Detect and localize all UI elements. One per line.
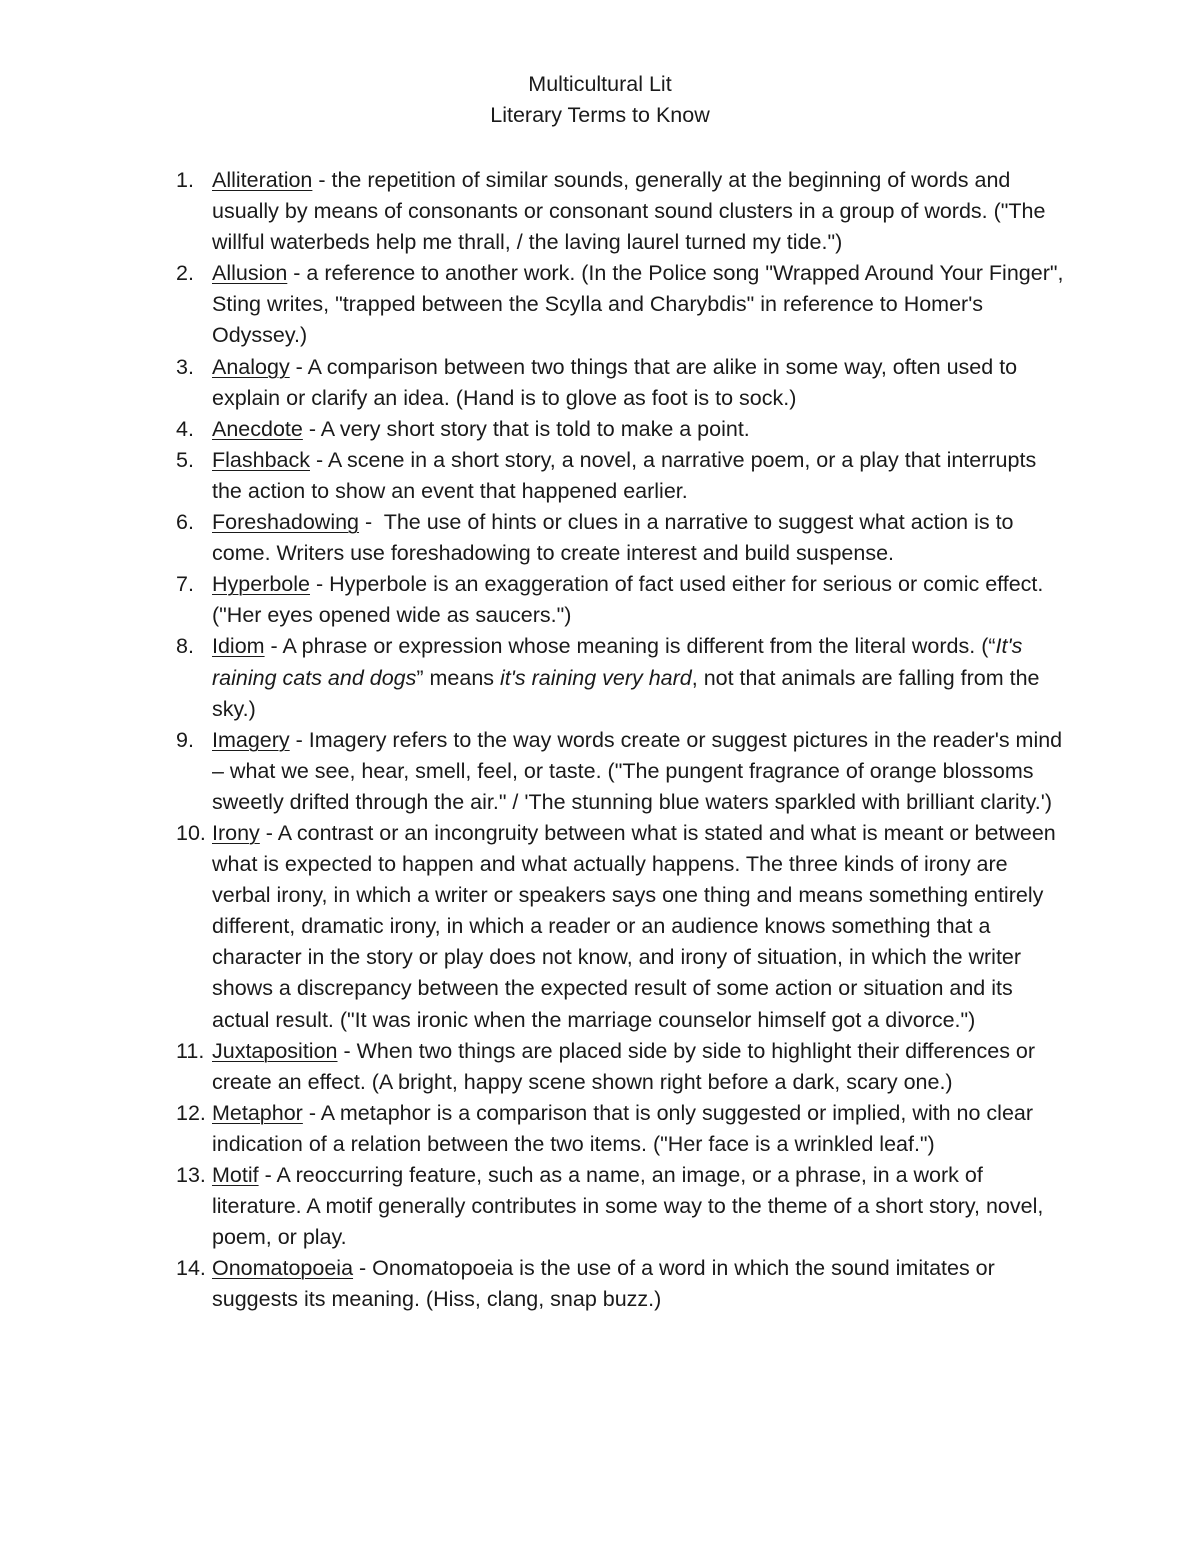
term-number: 1. (176, 168, 194, 192)
term-definition: - A contrast or an incongruity between what is stated and what is meant or between what is expected to happen and what actually happens. The three kinds of irony are verbal irony, in which a writer or speakers says one thing and means something entirely different, dramatic irony, in which a reader or an audience knows something that a character in the story or play does not know, and irony of situation, in which the writer shows a discrepancy between the expected result of some action or situation and its actual result. ("It was ironic when the marriage counselor himself got a divorce.") (212, 820, 1056, 1032)
term-definition-continued: ” means (416, 665, 501, 690)
term-definition: - Onomatopoeia is the use of a word in which the sound imitates or suggests its meaning. (Hiss, clang, snap buzz.) (212, 1256, 995, 1312)
term-name: Allusion (212, 261, 288, 286)
term-definition: - A phrase or expression whose meaning is different from the literal words. (“ (264, 634, 996, 659)
term-number: 2. (176, 261, 194, 286)
term-juxtaposition (0, 1036, 1070, 1098)
term-number: 6. (176, 510, 194, 535)
term-number: 13. (176, 1163, 206, 1187)
term-number: 11. (176, 1038, 205, 1063)
term-definition: - A metaphor is a comparison that is only suggested or implied, with no clear indication of a relation between the two items. ("Her face is a wrinkled leaf.") (212, 1100, 1034, 1156)
term-name: Imagery (212, 727, 290, 752)
term-flashback (0, 445, 1070, 507)
term-definition: - A scene in a short story, a novel, a narrative poem, or a play that interrupts the action to show an event that happened earlier. (212, 447, 1037, 503)
term-anecdote (0, 414, 1070, 445)
term-motif (0, 1160, 1070, 1253)
term-definition: - The use of hints or clues in a narrative to suggest what action is to come. Writers use foreshadowing to create interest and build suspense. (212, 510, 1020, 566)
term-definition: - the repetition of similar sounds, generally at the beginning of words and usually by means of consonants or consonant sound clusters in a group of words. ("The willful waterbeds help me thrall, / the laving laurel turned my tide.") (212, 168, 1046, 255)
term-name: Juxtaposition (212, 1038, 338, 1063)
term-name: Alliteration (212, 168, 313, 192)
term-definition-end: , not that animals are falling from the sky.) (212, 665, 1040, 721)
idiom-example: It's raining cats and dogs (212, 634, 1023, 690)
term-alliteration (0, 165, 1070, 258)
term-number: 8. (176, 634, 194, 659)
term-name: Analogy (212, 354, 290, 379)
literary-terms-list (0, 165, 1200, 1315)
term-name: Idiom (212, 634, 265, 659)
term-metaphor (0, 1098, 1070, 1160)
term-irony (0, 818, 1070, 1036)
term-name: Motif (212, 1163, 259, 1187)
document-subtitle: Literary Terms to Know (490, 103, 710, 127)
course-title: Multicultural Lit (528, 72, 672, 96)
term-number: 14. (176, 1256, 206, 1281)
idiom-meaning: it's raining very hard (500, 665, 692, 690)
document-header (0, 69, 1200, 131)
term-number: 3. (176, 354, 194, 379)
term-idiom (0, 631, 1070, 724)
term-name: Irony (212, 820, 260, 845)
term-definition: - When two things are placed side by side to highlight their differences or create an effect. (A bright, happy scene shown right before a dark, scary one.) (212, 1038, 1036, 1094)
term-onomatopoeia (0, 1253, 1070, 1315)
term-definition: - A reoccurring feature, such as a name, an image, or a phrase, in a work of literature. A motif generally contributes in some way to the theme of a short story, novel, poem, or play. (212, 1163, 1044, 1250)
term-name: Foreshadowing (212, 510, 360, 535)
term-allusion (0, 258, 1070, 351)
term-foreshadowing (0, 507, 1070, 569)
term-number: 9. (176, 727, 194, 752)
term-name: Anecdote (212, 416, 303, 441)
term-hyperbole (0, 569, 1070, 631)
term-definition: - a reference to another work. (In the Police song "Wrapped Around Your Finger", Sting writes, "trapped between the Scylla and Charybdis" in reference to Homer's Odyssey.) (212, 261, 1064, 348)
term-name: Metaphor (212, 1100, 303, 1125)
term-number: 7. (176, 572, 194, 597)
term-number: 12. (176, 1100, 206, 1125)
term-definition: - Hyperbole is an exaggeration of fact used either for serious or comic effect. ("Her eyes opened wide as saucers.") (212, 572, 1044, 628)
term-number: 4. (176, 416, 194, 441)
term-imagery (0, 725, 1070, 818)
term-definition: - A very short story that is told to make a point. (302, 416, 750, 441)
term-name: Onomatopoeia (212, 1256, 354, 1281)
term-analogy (0, 352, 1070, 414)
term-definition: - Imagery refers to the way words create or suggest pictures in the reader's mind – what we see, hear, smell, feel, or taste. ("The pungent fragrance of orange blossoms sweetly drifted through the air." / 'The stunning blue waters sparkled with brilliant clarity.') (212, 727, 1063, 814)
term-definition: - A comparison between two things that are alike in some way, often used to explain or clarify an idea. (Hand is to glove as foot is to sock.) (212, 354, 1018, 410)
term-name: Flashback (212, 447, 310, 472)
term-name: Hyperbole (212, 572, 310, 597)
term-number: 10. (176, 820, 206, 845)
term-number: 5. (176, 447, 194, 472)
